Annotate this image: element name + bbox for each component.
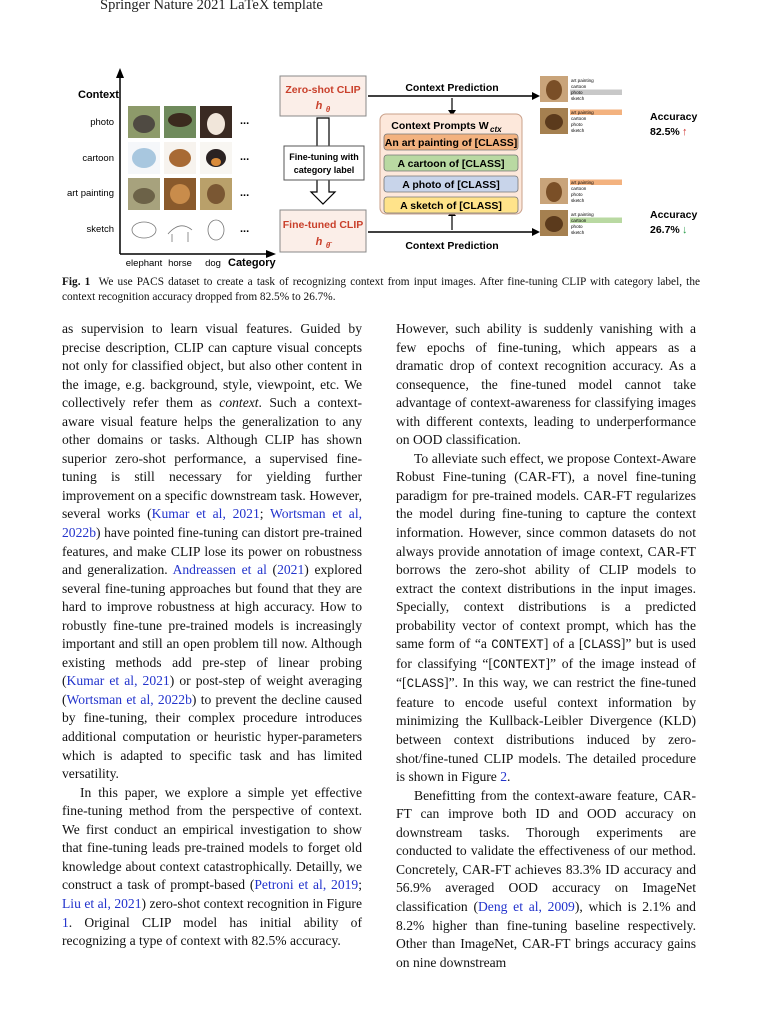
prompt-sketch-text: A sketch of [CLASS]	[400, 200, 502, 212]
finetuned-label: Fine-tuned CLIP	[282, 219, 364, 231]
citation-link[interactable]: Wortsman et al, 2022b	[66, 691, 192, 707]
bottom-mini-charts	[540, 178, 622, 236]
mini-label: cartoon	[571, 218, 587, 223]
ellipsis-row3: ...	[240, 187, 250, 199]
axis-context-label: Context	[78, 89, 119, 101]
acc-up-arrow-icon: ↑	[682, 126, 688, 138]
left-column	[62, 320, 362, 951]
zero-shot-subscript: θ	[325, 105, 331, 114]
citation-link[interactable]: 2021	[277, 562, 305, 578]
prompt-cartoon-text: A cartoon of [CLASS]	[397, 158, 505, 170]
left-paragraph-2: In this paper, we explore a simple yet effective fine-tuning method from the perspective of context. We first conduct an empirical investigation to show that fine-tuning leads pre-trained models to forget old knowledge about context catastrophically. Detailly, we construct a task of prompt-based (Petroni et al, 2019; Liu et al, 2021) zero-shot context recognition in Figure 1. Original CLIP model has initial ability of recognizing a type of context with 82.5% accuracy.	[62, 784, 362, 949]
mini-label: art painting	[571, 78, 594, 83]
y-axis-arrow-icon	[116, 68, 124, 78]
col-label-horse: horse	[168, 258, 192, 269]
finetune-step-line1: Fine-tuning with	[289, 152, 359, 162]
mini-label: art painting	[571, 180, 594, 185]
right-paragraph-2: To alleviate such effect, we propose Context-Aware Robust Fine-tuning (CAR-FT), a novel fine-tuning paradigm for pre-trained models. CAR-FT regularizes the model during fine-tuning to capture the context information. However, since common datasets do not always provide annotation of image context, CAR-FT borrows the zero-shot ability of CLIP models to extract the context distributions in the input images. Specially, context distributions is a predicted probability vector of context prompt, which has the same form of “a CONTEXT] of a [CLASS]” but is used for classifying “[CONTEXT]” of the image instead of “[CLASS]”. In this way, we can restrict the fine-tuned feature to encode useful context information by minimizing the Kullback-Leibler Divergence (KLD) between context distributions induced by zero-shot/fine-tuned CLIP models. The detailed procedure is shown in Figure 2.	[396, 450, 696, 785]
citation-link[interactable]: Wortsman et al, 2022b	[62, 506, 362, 541]
figure-caption	[62, 275, 700, 304]
acc-top-label: Accuracy	[650, 111, 698, 123]
row-label-photo: photo	[90, 117, 114, 128]
finetune-step-line2: category label	[293, 165, 355, 175]
row-label-sketch: sketch	[86, 224, 114, 235]
mini-label: photo	[571, 224, 583, 229]
left-paragraph-1: as supervision to learn visual features. Guided by precise description, CLIP can capture visual concepts not only for classified object, but also other content in the image, e.g. background, style, viewpoint, etc. We collectively refer them as context. Such a context-aware visual feature helps the generalization to any other domains or tasks. Although CLIP has shown superior zero-shot performance, a supervised fine-tuning is still necessary for yielding further improvement on a specific downstream task. However, several works (Kumar et al, 2021; Wortsman et al, 2022b) have pointed fine-tuning can distort pre-trained features, and make CLIP lose its power on robustness and generalization. Andreassen et al (2021) explored several fine-tuning approaches but found that they are hard to improve robustness at high accuracy. How to robustly fine-tune pre-trained models is increasingly important and still an open problem till now. Although existing methods add pre-step of linear probing (Kumar et al, 2021) or post-step of weight averaging (Wortsman et al, 2022b) to prevent the decline caused by fine-tuning, their complex procedure introduces additional computation or heuristic hyper-parameters which is adapted to specific task and has limited versatility.	[62, 321, 363, 782]
prompts-title: Context Prompts W	[391, 120, 489, 132]
mini-label: cartoon	[571, 84, 587, 89]
mini-label: cartoon	[571, 116, 587, 121]
acc-bottom-label: Accuracy	[650, 209, 698, 221]
col-label-dog: dog	[205, 258, 221, 269]
finetuned-clip-box	[280, 210, 366, 252]
caption-text: We use PACS dataset to create a task of recognizing context from input images. After fine-tuning CLIP with category label, the context recognition accuracy dropped from 82.5% to 26.7%.	[62, 276, 700, 303]
caption-label: Fig. 1	[62, 276, 91, 288]
citation-link[interactable]: Liu et al, 2021	[62, 895, 142, 911]
top-mini-charts	[540, 76, 622, 134]
ellipsis-row2: ...	[240, 151, 250, 163]
ellipsis-row4: ...	[240, 223, 250, 235]
finetuned-symbol: h	[315, 236, 323, 248]
image-grid	[128, 106, 232, 246]
citation-link[interactable]: Kumar et al, 2021	[151, 506, 260, 522]
prompts-subscript: ctx	[490, 125, 502, 134]
right-paragraph-3: Benefitting from the context-aware feature, CAR-FT can improve both ID and OOD accuracy on downstream tasks. Thorough experiments are conducted to validate the effectiveness of our method. Concretely, CAR-FT achieves 83.3% ID accuracy and 56.9% averaged OOD accuracy on ImageNet classification (Deng et al, 2009), which is 2.1% and 8.2% higher than fine-tuning baseline respectively. Other than ImageNet, CAR-FT brings accuracy gains on nine downstream	[396, 787, 696, 970]
sketch-horse-image	[164, 214, 196, 246]
mini-label: photo	[571, 192, 583, 197]
sketch-dog-image	[200, 214, 232, 246]
context-prediction-bottom: Context Prediction	[405, 240, 499, 252]
mini-label: sketch	[571, 128, 585, 133]
acc-bottom-value: 26.7%	[650, 224, 680, 236]
right-paragraph-1: However, such ability is suddenly vanishing with a few epochs of fine-tuning, which appears as a dramatic drop of context recognition accuracy. As a consequence, the fine-tuned model cannot take advantage of context-awareness for classifying images with different contexts, leading to underperformance on OOD classification.	[396, 321, 696, 448]
right-column	[396, 320, 696, 972]
prompt-art-text: An art painting of [CLASS]	[384, 137, 518, 149]
mini-label: art painting	[571, 212, 594, 217]
context-arrow-top-icon	[532, 92, 540, 100]
context-arrow-bottom-icon	[532, 228, 540, 236]
finetuned-subscript: θ̄	[325, 241, 331, 250]
prompt-photo-text: A photo of [CLASS]	[402, 179, 500, 191]
mini-label: art painting	[571, 110, 594, 115]
mini-label: sketch	[571, 198, 585, 203]
mini-label: sketch	[571, 230, 585, 235]
citation-link[interactable]: Andreassen et al	[172, 562, 267, 578]
citation-link[interactable]: Petroni et al, 2019	[254, 877, 359, 893]
mini-label: cartoon	[571, 186, 587, 191]
citation-link[interactable]: Kumar et al, 2021	[66, 673, 170, 689]
zero-shot-label: Zero-shot CLIP	[285, 84, 361, 96]
row-label-art-painting: art painting	[66, 188, 114, 199]
figure-link[interactable]: 2	[500, 769, 508, 785]
acc-top-value: 82.5%	[650, 126, 680, 138]
mini-label: photo	[571, 90, 583, 95]
ellipsis-row1: ...	[240, 115, 250, 127]
running-head: Springer Nature 2021 LaTeX template	[100, 0, 323, 13]
figure-link[interactable]: 1	[62, 914, 69, 930]
acc-down-arrow-icon: ↓	[682, 224, 688, 236]
col-label-elephant: elephant	[125, 258, 163, 269]
zero-shot-clip-box	[280, 76, 366, 116]
zero-shot-symbol: h	[315, 100, 323, 112]
figure-1	[62, 62, 707, 272]
row-label-cartoon: cartoon	[82, 153, 114, 164]
sketch-elephant-image	[128, 214, 160, 246]
mini-label: photo	[571, 122, 583, 127]
axis-category-label: Category	[228, 257, 276, 269]
citation-link[interactable]: Deng et al, 2009	[477, 898, 575, 914]
context-prediction-top: Context Prediction	[405, 82, 499, 94]
mini-label: sketch	[571, 96, 585, 101]
